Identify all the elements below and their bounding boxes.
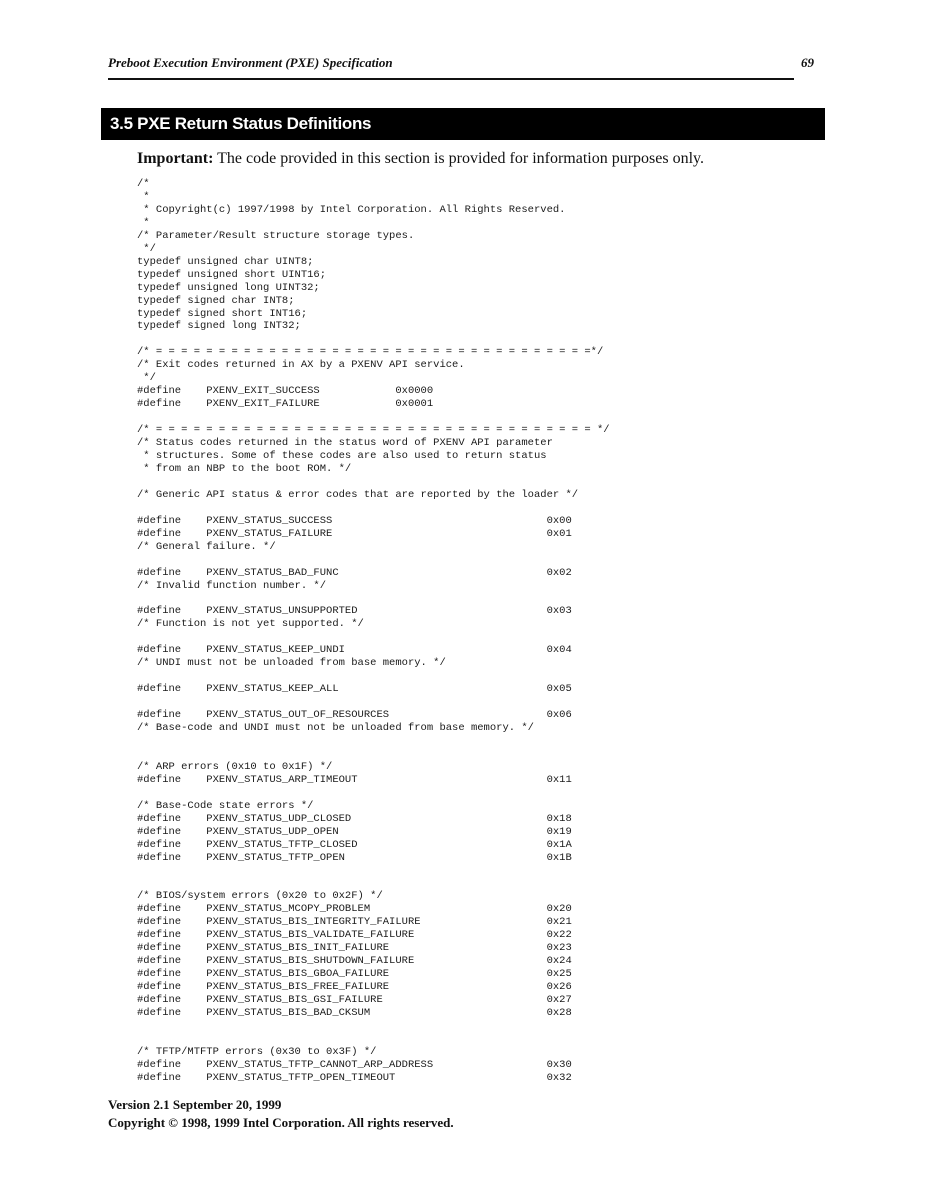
code-line: /* UNDI must not be unloaded from base memory. */ (137, 657, 446, 670)
code-line (137, 748, 697, 761)
code-line (137, 593, 697, 606)
code-line: #define PXENV_STATUS_BIS_VALIDATE_FAILURE 0x22 (137, 929, 572, 942)
code-line: #define PXENV_STATUS_BIS_BAD_CKSUM 0x28 (137, 1007, 572, 1019)
code-line: #define PXENV_STATUS_BIS_INTEGRITY_FAILURE 0x21 (137, 916, 572, 929)
code-line: /* Exit codes returned in AX by a PXENV API service. (137, 359, 465, 372)
code-line: /* Base-Code state errors */ (137, 799, 314, 812)
code-line: /* Base-code and UNDI must not be unloaded from base memory. */ (137, 722, 534, 735)
code-line (137, 787, 697, 800)
important-label: Important: (137, 150, 214, 167)
header-rule (108, 78, 794, 80)
code-line (137, 631, 697, 644)
code-line: /* Status codes returned in the status word of PXENV API parameter (137, 437, 553, 450)
important-text: The code provided in this section is provided for information purposes only. (213, 150, 705, 167)
code-line: * (137, 216, 150, 229)
code-line: /* Parameter/Result structure storage types. (137, 229, 415, 242)
code-line (137, 333, 697, 346)
code-line (137, 877, 697, 890)
code-line: */ (137, 372, 156, 385)
code-line: #define PXENV_STATUS_ARP_TIMEOUT 0x11 (137, 773, 572, 786)
code-line: typedef signed long INT32; (137, 320, 301, 333)
code-line: #define PXENV_STATUS_BAD_FUNC 0x02 (137, 566, 572, 579)
document-title: Preboot Execution Environment (PXE) Specification (108, 55, 393, 70)
code-line: * (137, 190, 150, 203)
code-line (137, 502, 697, 515)
code-line: #define PXENV_STATUS_BIS_SHUTDOWN_FAILURE 0x24 (137, 955, 572, 968)
code-line: #define PXENV_STATUS_KEEP_UNDI 0x04 (137, 644, 572, 657)
code-line: typedef unsigned char UINT8; (137, 255, 314, 268)
code-line: /* BIOS/system errors (0x20 to 0x2F) */ (137, 890, 383, 903)
code-line (137, 735, 697, 748)
code-line (137, 1033, 697, 1046)
code-line: #define PXENV_STATUS_KEEP_ALL 0x05 (137, 683, 572, 696)
code-line: #define PXENV_STATUS_MCOPY_PROBLEM 0x20 (137, 903, 572, 916)
code-line: #define PXENV_STATUS_UDP_CLOSED 0x18 (137, 812, 572, 825)
code-line: typedef unsigned long UINT32; (137, 281, 320, 294)
code-line: #define PXENV_STATUS_BIS_FREE_FAILURE 0x26 (137, 981, 572, 994)
section-heading: 3.5 PXE Return Status Definitions (101, 108, 825, 140)
important-note (137, 148, 817, 170)
code-line: #define PXENV_STATUS_BIS_GBOA_FAILURE 0x25 (137, 968, 572, 981)
code-line (137, 411, 697, 424)
code-line: /* = = = = = = = = = = = = = = = = = = = = = = = = = = = = = = = = = = = */ (137, 424, 610, 437)
code-line: /* TFTP/MTFTP errors (0x30 to 0x3F) */ (137, 1045, 377, 1058)
code-line: /* Function is not yet supported. */ (137, 618, 364, 631)
code-line: #define PXENV_STATUS_TFTP_OPEN_TIMEOUT 0x32 (137, 1071, 572, 1084)
code-line: #define PXENV_STATUS_TFTP_CANNOT_ARP_ADDRESS 0x30 (137, 1058, 572, 1071)
code-line: #define PXENV_STATUS_UNSUPPORTED 0x03 (137, 605, 572, 618)
code-line: #define PXENV_STATUS_UDP_OPEN 0x19 (137, 825, 572, 838)
code-line: #define PXENV_STATUS_BIS_GSI_FAILURE 0x27 (137, 994, 572, 1007)
page-number: 69 (801, 55, 814, 70)
code-line: * from an NBP to the boot ROM. */ (137, 462, 352, 475)
code-line (137, 865, 697, 878)
code-line: /* General failure. */ (137, 540, 276, 553)
code-line: typedef signed short INT16; (137, 307, 308, 320)
code-line: #define PXENV_STATUS_TFTP_CLOSED 0x1A (137, 838, 572, 851)
code-line (137, 696, 697, 709)
footer-copyright: Copyright © 1998, 1999 Intel Corporation. All rights reserved. (108, 1115, 454, 1130)
code-line: * structures. Some of these codes are also used to return status (137, 450, 547, 463)
code-line: typedef unsigned short UINT16; (137, 268, 327, 281)
code-line: #define PXENV_EXIT_SUCCESS 0x0000 (137, 385, 434, 398)
code-line: * Copyright(c) 1997/1998 by Intel Corporation. All Rights Reserved. (137, 203, 566, 216)
code-line: */ (137, 242, 156, 255)
code-line: /* (137, 178, 150, 190)
code-line: /* ARP errors (0x10 to 0x1F) */ (137, 760, 333, 773)
code-line: /* Invalid function number. */ (137, 579, 327, 592)
code-line: #define PXENV_EXIT_FAILURE 0x0001 (137, 398, 434, 411)
code-line: typedef signed char INT8; (137, 294, 295, 307)
footer-version: Version 2.1 September 20, 1999 (108, 1097, 282, 1112)
running-header (108, 55, 814, 73)
code-line: #define PXENV_STATUS_SUCCESS 0x00 (137, 514, 572, 527)
page-footer (108, 1096, 708, 1132)
code-line (137, 476, 697, 489)
code-line: #define PXENV_STATUS_FAILURE 0x01 (137, 527, 572, 540)
code-listing (137, 178, 697, 1085)
code-line: #define PXENV_STATUS_BIS_INIT_FAILURE 0x23 (137, 942, 572, 955)
code-line (137, 554, 697, 567)
code-line: /* Generic API status & error codes that are reported by the loader */ (137, 488, 579, 501)
code-line: #define PXENV_STATUS_OUT_OF_RESOURCES 0x06 (137, 709, 572, 722)
code-line (137, 670, 697, 683)
code-line (137, 1020, 697, 1033)
code-line: #define PXENV_STATUS_TFTP_OPEN 0x1B (137, 851, 572, 864)
code-line: /* = = = = = = = = = = = = = = = = = = = = = = = = = = = = = = = = = = =*/ (137, 346, 604, 359)
